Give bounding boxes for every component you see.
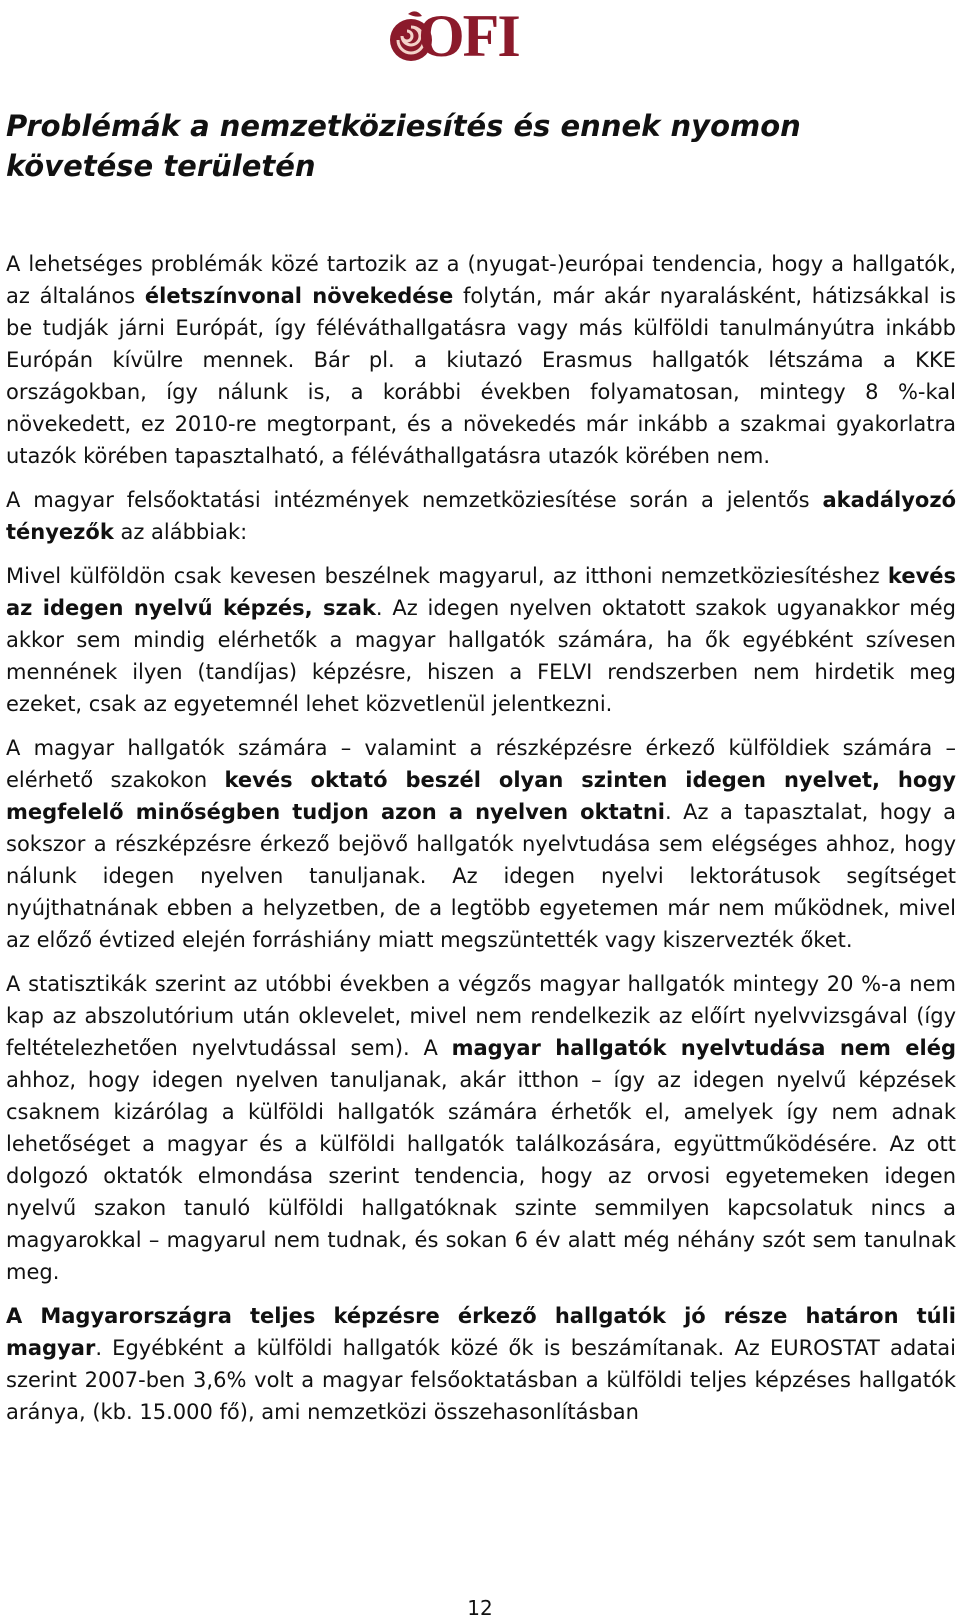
- logo-text: OFI: [418, 3, 519, 69]
- paragraph: [6, 560, 956, 720]
- paragraph: [6, 968, 956, 1288]
- text-run: az alábbiak:: [113, 520, 248, 544]
- bold-text: kevés az idegen nyelvű képzés, szak: [6, 564, 956, 620]
- text-run: . Az a tapasztalat, hogy a sokszor a részképzésre érkező bejövő hallgatók nyelvtudása sem elégséges ahhoz, hogy nálunk idegen nyelven tanuljanak. Az idegen nyelvi lektorátusok segítséget nyújthatnának ebben a helyzetben, de a legtöbb egyetemen már nem működnek, mivel az előző évtized elején forráshiány miatt megszüntették vagy kiszervezték őket.: [6, 800, 956, 952]
- page-title: Problémák a nemzetköziesítés és ennek nyomon követése területén: [6, 109, 801, 183]
- bold-text: kevés oktató beszél olyan szinten idegen nyelvet, hogy megfelelő minőségben tudjon azon a nyelven oktatni: [6, 768, 957, 824]
- bold-text: magyar hallgatók nyelvtudása nem elég: [451, 1036, 956, 1060]
- text-run: folytán, már akár nyaralásként, hátizsákkal is be tudják járni Európát, így féléváthallgatásra vagy más külföldi tanulmányútra inkább Európán kívülre mennek. Bár pl. a kiutazó Erasmus hallgatók létszáma a KKE országokban, így nálunk is, a korábbi években folyamatosan, mintegy 8 %-kal növekedett, ez 2010-re megtorpant, és a növekedés már inkább a szakmai gyakorlatra utazók körében tapasztalható, a féléváthallgatásra utazók körében nem.: [6, 284, 956, 468]
- paragraph: [6, 1300, 956, 1428]
- text-run: Mivel külföldön csak kevesen beszélnek magyarul, az itthoni nemzetköziesítéshez: [6, 564, 888, 588]
- ofi-logo: [388, 3, 519, 70]
- text-run: A magyar hallgatók számára – valamint a részképzésre érkező külföldiek számára – elérhető szakokon: [6, 736, 956, 792]
- text-run: A lehetséges problémák közé tartozik az a (nyugat-)európai tendencia, hogy a hallgatók, az általános: [6, 252, 956, 308]
- bold-text: akadályozó tényezők: [6, 488, 956, 544]
- paragraph: [6, 484, 956, 548]
- text-run: . Az idegen nyelven oktatott szakok ugyanakkor még akkor sem mindig elérhetők a magyar hallgatók számára, ha ők egyébként szívesen mennének ilyen (tandíjas) képzésre, hiszen a FELVI rendszerben nem hirdetik meg ezeket, csak az egyetemnél lehet közvetlenül jelentkezni.: [6, 596, 956, 716]
- paragraph: [6, 732, 956, 956]
- text-run: A statisztikák szerint az utóbbi években a végzős magyar hallgatók mintegy 20 %-a nem kap az abszolutórium után oklevelet, mivel nem rendelkezik az előírt nyelvvizsgával (így feltételezhetően nyelvtudással sem). A: [6, 972, 956, 1060]
- text-run: A magyar felsőoktatási intézmények nemzetköziesítése során a jelentős: [6, 488, 823, 512]
- document-body: [6, 248, 956, 1440]
- text-run: ahhoz, hogy idegen nyelven tanuljanak, akár itthon – így az idegen nyelvű képzések csaknem kizárólag a külföldi hallgatók számára érhetők el, amelyek így nem adnak lehetőséget a magyar és a külföldi hallgatók találkozására, együttműködésére. Az ott dolgozó oktatók elmondása szerint tendencia, hogy az orvosi egyetemeken idegen nyelvű szakon tanuló külföldi hallgatóknak szinte semmilyen kapcsolatuk nincs a magyarokkal – magyarul nem tudnak, és sokan 6 év alatt még néhány szót sem tanulnak meg.: [6, 1068, 956, 1284]
- text-run: . Egyébként a külföldi hallgatók közé ők is beszámítanak. Az EUROSTAT adatai szerint 2007-ben 3,6% volt a magyar felsőoktatásban a külföldi teljes képzéses hallgatók aránya, (kb. 15.000 fő), ami nemzetközi összehasonlításban: [6, 1336, 956, 1424]
- paragraph: [6, 248, 956, 472]
- bold-text: életszínvonal növekedése: [144, 284, 454, 308]
- page-number: 12: [467, 1596, 493, 1620]
- bold-text: A Magyarországra teljes képzésre érkező hallgatók jó része határon túli magyar: [6, 1304, 956, 1360]
